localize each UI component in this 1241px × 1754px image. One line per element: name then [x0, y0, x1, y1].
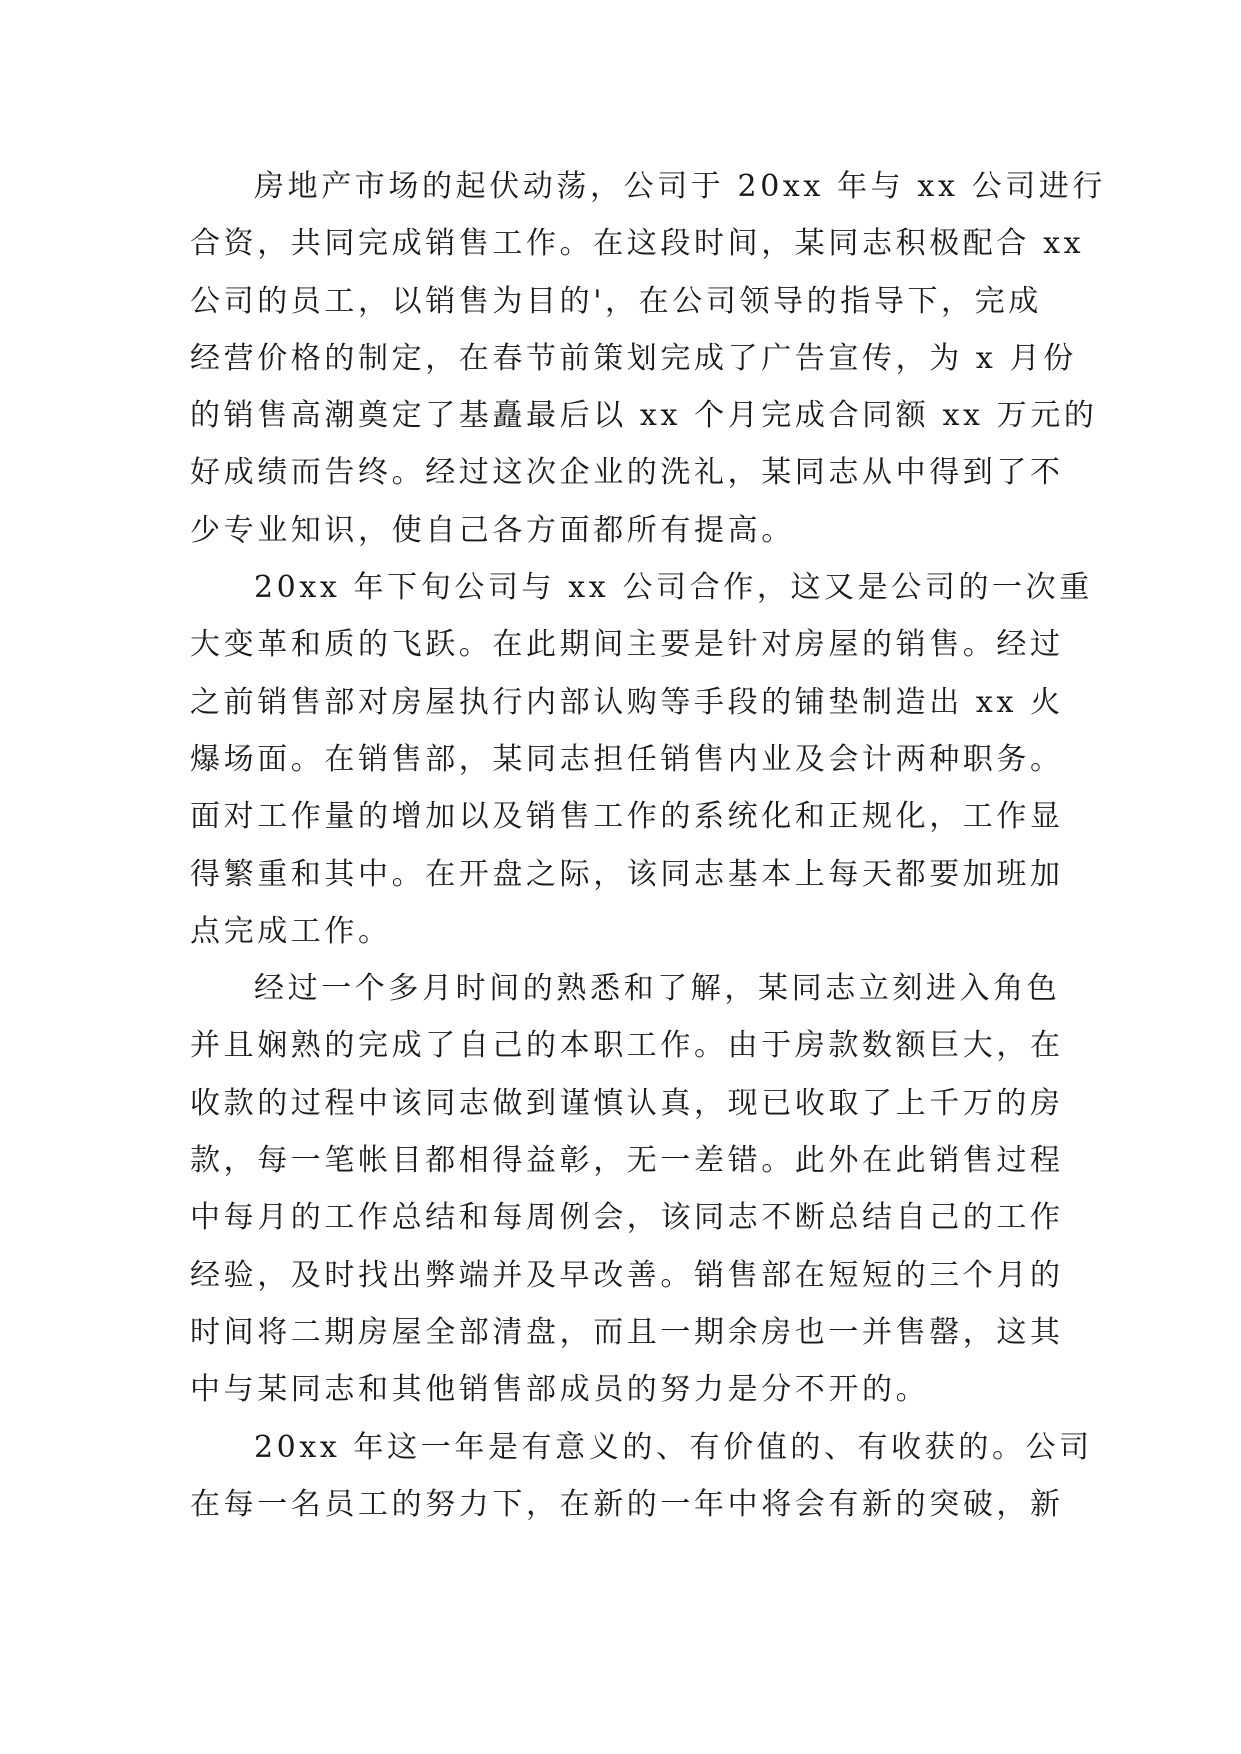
text-line: 爆场面。在销售部，某同志担任销售内业及会计两种职务。 — [190, 741, 1064, 777]
text-line: 经过一个多月时间的熟悉和了解，某同志立刻进入角色 — [254, 971, 1061, 1007]
paragraph-2 — [190, 559, 1093, 960]
text-line: 少专业知识，使自己各方面都所有提高。 — [190, 512, 795, 548]
text-line: 中与某同志和其他销售部成员的努力是分不开的。 — [190, 1372, 930, 1408]
text-line: 得繁重和其中。在开盘之际，该同志基本上每天都要加班加 — [190, 856, 1064, 892]
text-line: 公司的员工，以销售为目的'，在公司领导的指导下，完成 — [190, 283, 1042, 319]
text-line: 款，每一笔帐目都相得益彰，无一差错。此外在此销售过程 — [190, 1143, 1064, 1179]
document-body — [190, 158, 1106, 1533]
text-line: 20xx 年这一年是有意义的、有价值的、有收获的。公司 — [254, 1429, 1093, 1465]
text-line: 之前销售部对房屋执行内部认购等手段的铺垫制造出 xx 火 — [190, 684, 1064, 720]
text-line: 经验，及时找出弊端并及早改善。销售部在短短的三个月的 — [190, 1257, 1064, 1293]
text-line: 并且娴熟的完成了自己的本职工作。由于房款数额巨大，在 — [190, 1028, 1064, 1064]
text-line: 的销售高潮奠定了基矗最后以 xx 个月完成合同额 xx 万元的 — [190, 398, 1098, 434]
paragraph-1 — [190, 158, 1106, 559]
text-line: 合资，共同完成销售工作。在这段时间，某同志积极配合 xx — [190, 226, 1085, 262]
text-line: 好成绩而告终。经过这次企业的洗礼，某同志从中得到了不 — [190, 455, 1064, 491]
text-line: 收款的过程中该同志做到谨慎认真，现已收取了上千万的房 — [190, 1085, 1064, 1121]
text-line: 在每一名员工的努力下，在新的一年中将会有新的突破，新 — [190, 1486, 1064, 1522]
text-line: 中每月的工作总结和每周例会，该同志不断总结自己的工作 — [190, 1200, 1064, 1236]
paragraph-4 — [190, 1419, 1093, 1534]
text-line: 时间将二期房屋全部清盘，而且一期余房也一并售罄，这其 — [190, 1314, 1064, 1350]
text-line: 点完成工作。 — [190, 913, 392, 949]
text-line: 20xx 年下旬公司与 xx 公司合作，这又是公司的一次重 — [254, 570, 1093, 606]
text-line: 大变革和质的飞跃。在此期间主要是针对房屋的销售。经过 — [190, 627, 1064, 663]
text-line: 经营价格的制定，在春节前策划完成了广告宣传，为 x 月份 — [190, 340, 1077, 376]
text-line: 面对工作量的增加以及销售工作的系统化和正规化，工作显 — [190, 799, 1064, 835]
paragraph-3 — [190, 960, 1064, 1418]
text-line: 房地产市场的起伏动荡，公司于 20xx 年与 xx 公司进行 — [254, 169, 1106, 204]
